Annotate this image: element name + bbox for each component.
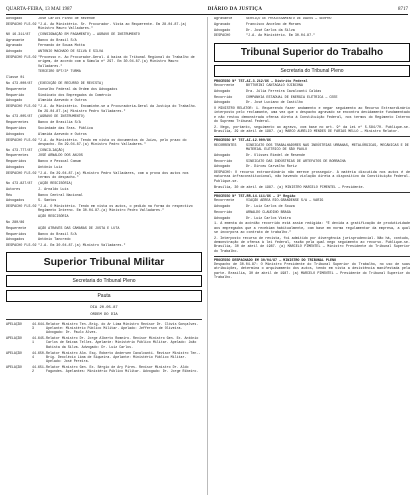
entry-text: Sociedade das Sras. Pública — [38, 126, 93, 131]
entry-label: Requerentes — [6, 121, 29, 126]
entry-text — [38, 221, 202, 225]
entry-row — [214, 17, 410, 21]
entry-label: Advogados — [6, 199, 25, 204]
entry-label: Recorrido — [214, 210, 233, 215]
entry-text: "J.A. Ao Ministério. Encaminhe-se a Procuradoria-Geral da Justiça do Trabalho. Em 29.04.87.(a) Ministro Pedro Valladares." — [38, 105, 197, 114]
entry-text: Antônio Luiz — [38, 166, 63, 171]
entry-label: DESPACHO FLS.02 — [6, 138, 37, 143]
entry-label: DESPACHO FLS.02 — [6, 205, 37, 210]
paragraph: DESPACHO: O recurso extraordinário não merece prosseguir. A matéria discutida nos autos é de natureza infraconstitucional, não havendo violação direta a dispositivo da Constituição Federal. Publique-se. — [214, 171, 410, 184]
entry-text: AÇÃO RESCISÓRIA — [38, 215, 69, 220]
entry-row — [214, 34, 410, 38]
process-list — [6, 322, 202, 373]
entry-label: No 280/86 — [6, 220, 25, 225]
intro-entries — [214, 17, 410, 39]
pauta-note: ORDEM DO DIA — [90, 312, 118, 317]
process-item — [6, 365, 202, 373]
entry-label: Advogados — [6, 166, 25, 171]
entry-text: (CONCILIAÇÃO) — [38, 148, 65, 153]
entry-row — [214, 205, 410, 209]
entry-row — [6, 188, 202, 192]
entry-text: (EXECUÇÃO DE RECURSO DE REVISTA) — [38, 82, 104, 87]
entry-text: SERVIÇO DE PROCESSAMENTO DE DADOS — SERPRO — [246, 17, 332, 21]
entry-row — [6, 56, 202, 69]
paragraph: 2. Nego, portanto, seguimento ao agravo, com base no art. 9º da Lei nº 5.584/70. Publique-se. Brasília, 29 de abril de 1987. (a) MARCO AURÉLIO MENDES DE FARIAS MELLO — Ministro Relator. — [214, 125, 410, 135]
entry-text: "J.A. Em 29.04.87.(a) Ministro Pedro Valladares, com a prova dos autos nos termos do despacho." — [38, 171, 189, 181]
left-entries — [6, 17, 202, 248]
entry-label: Recorrente — [214, 199, 235, 204]
entry-label: Agravante — [6, 38, 25, 43]
entry-label: NO 16.311/87 — [6, 32, 31, 37]
entry-text: S. Santos — [38, 199, 57, 204]
entry-text: Antônio Tancredo — [38, 238, 71, 243]
process-item — [6, 336, 202, 348]
entry-row — [214, 144, 410, 153]
entry-label: Requerido — [6, 93, 25, 98]
entry-row — [6, 139, 202, 148]
entry-text: "J.A. Ao Ministério. Sr. Procurador. Vista ao Requerente. Em 28.04.87.(a) Ministro Mauro Valladares." — [38, 22, 187, 32]
entry-row — [6, 76, 202, 80]
entry-label: Requerentes — [6, 154, 29, 159]
entry-row — [6, 149, 202, 153]
process-3-heading: PROCESSO Nº TST-RR-14.111/86 — 3ª Região — [214, 194, 296, 199]
entry-row — [6, 44, 202, 48]
entry-row — [6, 17, 202, 21]
entry-text: BOTTURINI CANTAGALO OJIBCONA — [246, 83, 303, 88]
entry-row — [6, 199, 202, 203]
entry-text: "J.A. Em 30.04.87.(a) Ministro Valladares." — [38, 244, 126, 249]
entry-label: Requerente — [6, 87, 27, 92]
entry-text: AÇÃO ATRAVÉS DAS CÂMARAS DE JUSTA E LUTA — [38, 226, 120, 231]
entry-label: Agravado — [214, 22, 231, 27]
entry-label: DESPACHO — [214, 34, 231, 39]
process-type: APELAÇÃO — [6, 350, 22, 355]
process-2-heading: PROCESSO Nº TST-AI-12.009/86 — [214, 139, 271, 144]
entry-label: Requeridos — [6, 160, 27, 165]
entry-row — [214, 165, 410, 169]
entry-label: No 473.005/87 — [6, 115, 33, 120]
entry-row — [214, 84, 410, 88]
entry-text: Almeida Azevedo e Outros — [38, 99, 87, 104]
header-date: QUARTA-FEIRA, 13 MAI 1987 — [6, 7, 72, 12]
paragraph: O MINISTRO RELATOR: 1. Requerendo fazer andamento e negar seguimento ao Recurso Extraordinário interposto pelo reclamante, uma vez que o despacho agravado se encontra devidamente fundamentado e não restou demonstrada ofensa direta à Constituição Federal, nos termos do Regimento Interno do Supremo Tribunal Federal. — [214, 107, 410, 124]
entry-row — [214, 23, 410, 27]
entry-row — [6, 233, 202, 237]
process-1-heading: PROCESSO Nº TST-AI-3.212/86 — Distrito Federal — [214, 79, 308, 84]
left-column — [6, 17, 202, 497]
process-details: Relator Ministro Gen. Ex. Sérgio de Ary Pires. Revisor Ministro Dr. Aldo Fagundes. Apelantes: Ministério Público Militar. Advogado: Dr. Jorge Ribeiro. — [46, 364, 199, 373]
process-type: APELAÇÃO — [6, 364, 22, 369]
process-2-parties — [214, 144, 410, 170]
header-page-number: 8717 — [398, 7, 408, 12]
entry-row — [6, 23, 202, 32]
entry-text: Banco do Brasil S/A — [38, 38, 77, 43]
process-details: Relator Ministro Ten.-Brig. do Ar Lima Ministro Revisor Dr. Clóvis Gonçalves. Apelante: Ministério Público Militar. Apelado: Jefferson de Oliveira. Advogado: Dr. Paulo Alves. — [46, 322, 199, 335]
stm-title-box — [6, 252, 202, 272]
process-2-rule — [214, 192, 410, 193]
process-1-rule — [214, 136, 410, 137]
process-3-text — [214, 222, 410, 253]
entry-row — [6, 227, 202, 231]
entry-text: JOSÉ ARNALDO DOS ANJOS — [38, 154, 83, 159]
entry-text: Sindicato dos Empregados do Comércio — [38, 93, 112, 98]
entry-row — [214, 217, 410, 221]
tst-title-box — [214, 43, 410, 62]
paragraph: Brasília, 30 de abril de 1987. (a) MINISTRO MARCELO PIMENTEL — Presidente. — [214, 185, 365, 190]
entry-row — [6, 99, 202, 103]
entry-label: DESPACHO FLS.02 — [6, 105, 37, 110]
entry-label: Advogado — [214, 153, 231, 158]
entry-text: SINDICATO DOS TRABALHADORES NAS INDÚSTRIAS URBANAS, METALÚRGICAS, MECÂNICAS E DE MATERIAL ELÉTRICO DE SÃO PAULO — [246, 143, 409, 152]
entry-row — [6, 160, 202, 164]
entry-text: Dr. Ulisses Riedel de Resende — [246, 153, 306, 158]
entry-label: Agravante — [214, 17, 233, 21]
entry-text — [38, 76, 202, 80]
stm-title: Superior Tribunal Militar — [43, 256, 165, 269]
entry-label: DESPACHO FLS.02 — [6, 244, 37, 249]
paragraph: 1. A ementa do acórdão recorrido está assim redigida: "É devida a gratificação de produtividade aos empregados que a recebiam habitualmente, com base em norma regulamentar da empresa, a qual se incorpora ao contrato de trabalho." — [214, 222, 410, 235]
entry-row — [6, 133, 202, 137]
entry-label: Advogado — [6, 17, 23, 21]
entry-row — [6, 238, 202, 242]
entry-label: Advogados — [6, 132, 25, 137]
entry-text: Fernando de Souza Motta — [38, 44, 85, 49]
entry-text: Dra. Júlia Ferreira Cavalcanti Caldas — [246, 89, 322, 94]
entry-label: DESPACHO FLS.02 — [6, 56, 37, 61]
entry-row — [6, 39, 202, 43]
pauta-rule — [6, 319, 202, 320]
entry-text: SINDICATO DAS INDÚSTRIAS DE ARTEFATOS DE BORRACHA — [246, 159, 346, 164]
process-3-rule — [214, 256, 410, 257]
entry-text: Dr. José Luciano de Castilho — [246, 101, 303, 106]
entry-text: Banco do Brasil S/A — [38, 232, 77, 237]
entry-row — [6, 94, 202, 98]
entry-label: Requeridos — [6, 232, 27, 237]
entry-text: TERCEIRO SPT/3ª TURMA — [38, 70, 81, 75]
entry-row — [6, 172, 202, 181]
entry-text: (AÇÃO RESCISÓRIA) — [38, 181, 73, 186]
entry-label: DESPACHO FLS.02 — [6, 22, 37, 27]
process-type: APELAÇÃO — [6, 336, 22, 341]
entry-label: DESPACHO FLS.02 — [6, 171, 37, 176]
entry-row — [214, 101, 410, 105]
entry-row — [6, 194, 202, 198]
entry-row — [6, 221, 202, 225]
process-type: APELAÇÃO — [6, 322, 22, 327]
entry-row — [6, 50, 202, 54]
entry-label: Advogado — [214, 216, 231, 221]
process-1-parties — [214, 84, 410, 106]
entry-text: Banco e Pessoal Comum — [38, 160, 81, 165]
stm-subtitle-box — [6, 275, 202, 287]
process-item — [6, 351, 202, 363]
entry-text: Almeida Azevedo e Outros — [38, 132, 87, 137]
entry-text: Banco de Brasília S/A — [38, 121, 81, 126]
entry-row — [6, 105, 202, 114]
entry-row — [6, 127, 202, 131]
entry-row — [6, 115, 202, 119]
entry-row — [6, 88, 202, 92]
entry-label: Recorrido — [214, 95, 233, 100]
entry-row — [214, 160, 410, 164]
entry-text: Dr. Dirceu Carvalho Roriz — [246, 165, 297, 170]
entry-label: Recorrente — [214, 83, 235, 88]
entry-label: Advogado — [6, 50, 23, 55]
process-number: 44.651-2 — [32, 364, 46, 373]
entry-text: ARNALDO CLAUDINO BRAGA — [246, 210, 291, 215]
footer-text: Despacho de 30.04.87: O Ministro Presidente do Tribunal Superior do Trabalho, no uso de suas atribuições, determina o arquivamento dos autos, tendo em vista a desistência manifestada pela parte. Brasília, 30 de abril de 1987. (a) MARCELO PIMENTEL — Presidente do Tribunal Superior do Trabalho. — [214, 263, 410, 280]
entry-text: "Processo n. Ao Procurador-Geral. A baixa do Tribunal Regional do Trabalho de origem, de acordo com a Súmula nº 297. Em 30.04.87.(a) Ministro Mauro Valladares." — [38, 56, 195, 69]
process-item — [6, 322, 202, 334]
entry-label: No 473.777/87 — [6, 148, 33, 153]
entry-row — [214, 90, 410, 94]
entry-row — [6, 182, 202, 186]
process-number: 44.645-1 — [32, 336, 46, 345]
header-title: DIÁRIO DA JUSTIÇA — [207, 7, 263, 12]
column-divider — [207, 17, 208, 495]
footer-heading: PROCESSO DESPACHADO EM 30/04/87 — MINISTRO DO TRIBUNAL PLENO — [214, 258, 337, 263]
entry-row — [6, 33, 202, 37]
entry-label: Agravado — [6, 44, 23, 49]
page-header — [6, 5, 408, 15]
tst-title: Tribunal Superior do Trabalho — [240, 46, 384, 58]
entry-label — [6, 70, 38, 74]
entry-text: Dr. José Carlos da Silva — [246, 28, 295, 33]
paragraph: 2. Interposto recurso de revista, foi admitido por divergência jurisprudencial. Não há, contudo, demonstração de ofensa à lei federal, razão pela qual nego seguimento ao recurso. Publique-se. Brasília, 30 de abril de 1987. (a) MARCELO PIMENTEL — Ministro Presidente do Tribunal Superior do Trabalho. — [214, 237, 410, 254]
entry-text: (AGRAVO DE INSTRUMENTO) — [38, 115, 85, 120]
entry-text: "J.A. O Ministério. Tendo em vista os autos, o pedido na forma do respectivo Regimento Interno. Em 30.04.87.(a) Ministro Pedro Valladares." — [38, 205, 193, 214]
entry-text: "J.A. Ao Ministério. Tendo em vista os documentos do Juízo, pelo prazo do despacho. Em 29.04.87.(a) Ministro Pedro Valladares." — [38, 138, 187, 147]
process-number: 44.650-4 — [32, 350, 46, 359]
entry-row — [6, 166, 202, 170]
entry-label: No 473.827/87 — [6, 181, 33, 186]
entry-label: RECORRENTES — [214, 143, 237, 148]
tst-subtitle-box — [214, 65, 410, 77]
entry-row — [6, 205, 202, 214]
entry-text: VIAÇÃO AÉREA RIO-GRANDENSE S/A — VARIG — [246, 199, 324, 204]
entry-label — [6, 215, 38, 219]
pauta-date: DIA 20.05.87 — [90, 306, 118, 311]
process-details: Relator Ministro Dr. Jorge Alberto Romeiro. Revisor Ministro Gen. Ex. Antônio Carlos de Seixas Telles. Apelante: Ministério Público Militar. Apelado: João Batista da Silva. Advogado: Dr. Luiz Carlos. — [46, 336, 199, 349]
entry-text: Francisco Ancelmo de Moraes — [246, 22, 301, 27]
entry-label: Advogado — [214, 101, 231, 106]
entry-text: "J.A. Ao Ministério. Em 30.04.87." — [246, 34, 316, 39]
process-1-text — [214, 107, 410, 134]
entry-row — [214, 29, 410, 33]
entry-row — [6, 121, 202, 125]
entry-label: Advogado — [214, 165, 231, 170]
entry-text: Dr. Luiz Carlos Vieira — [246, 216, 291, 221]
entry-row — [6, 154, 202, 158]
entry-row — [6, 82, 202, 86]
pauta-box — [6, 290, 202, 302]
entry-row — [6, 244, 202, 248]
entry-text: Conselho Federal da Ordem dos Advogados — [38, 87, 118, 92]
process-details: Relator Ministro Alm. Esq. Roberto Andersen Cavalcanti. Revisor Ministro Ten.-Brig. Deoclécio Lima de Siqueira. Apelante: Ministério Público Militar. Apelado: José Pereira. — [46, 350, 201, 363]
entry-text: J. Arnaldo Luís — [38, 187, 69, 192]
tst-subtitle: Secretaria do Tribunal Pleno — [280, 67, 344, 74]
entry-label: Advogado — [6, 99, 23, 104]
entry-text: José Carlos Pinho de Rezende — [38, 17, 95, 21]
entry-label: Classe 01 — [6, 76, 25, 81]
entry-text: ANTONIO MACHADO DE SILVA E SILVA — [38, 50, 104, 55]
entry-row — [6, 70, 202, 74]
entry-row — [214, 154, 410, 158]
entry-text: (CONSIGNAÇÃO EM PAGAMENTO) — AGRAVO DE INSTRUMENTO — [38, 32, 140, 37]
entry-label: Autores — [6, 187, 21, 192]
entry-label: Advogado — [214, 205, 231, 210]
entry-row — [6, 215, 202, 219]
stm-subtitle: Secretaria do Tribunal Pleno — [72, 278, 136, 285]
entry-label: Recorrido — [214, 159, 233, 164]
process-3-parties — [214, 199, 410, 221]
entry-text: Banco Central Nacional — [38, 193, 83, 198]
process-2-text — [214, 171, 410, 190]
entry-row — [214, 199, 410, 203]
entry-row — [214, 96, 410, 100]
entry-text: COMPANHIA ESTADUAL DE ENERGIA ELÉTRICA — CEEE — [246, 95, 338, 100]
entry-label: Requerente — [6, 226, 27, 231]
entry-text: Dr. Luiz Carlos de Souza — [246, 205, 295, 210]
pauta-title: Pauta — [97, 293, 111, 300]
entry-label: Advogado — [214, 89, 231, 94]
entry-label: Réu — [6, 193, 13, 198]
entry-label: No 473.000/87 — [6, 82, 33, 87]
entry-label: Requeridos — [6, 126, 27, 131]
right-column — [214, 17, 410, 497]
process-number: 44.644-3 — [32, 322, 46, 331]
entry-label: Advogados — [6, 238, 25, 243]
entry-label: Advogado — [214, 28, 231, 33]
entry-row — [214, 211, 410, 215]
